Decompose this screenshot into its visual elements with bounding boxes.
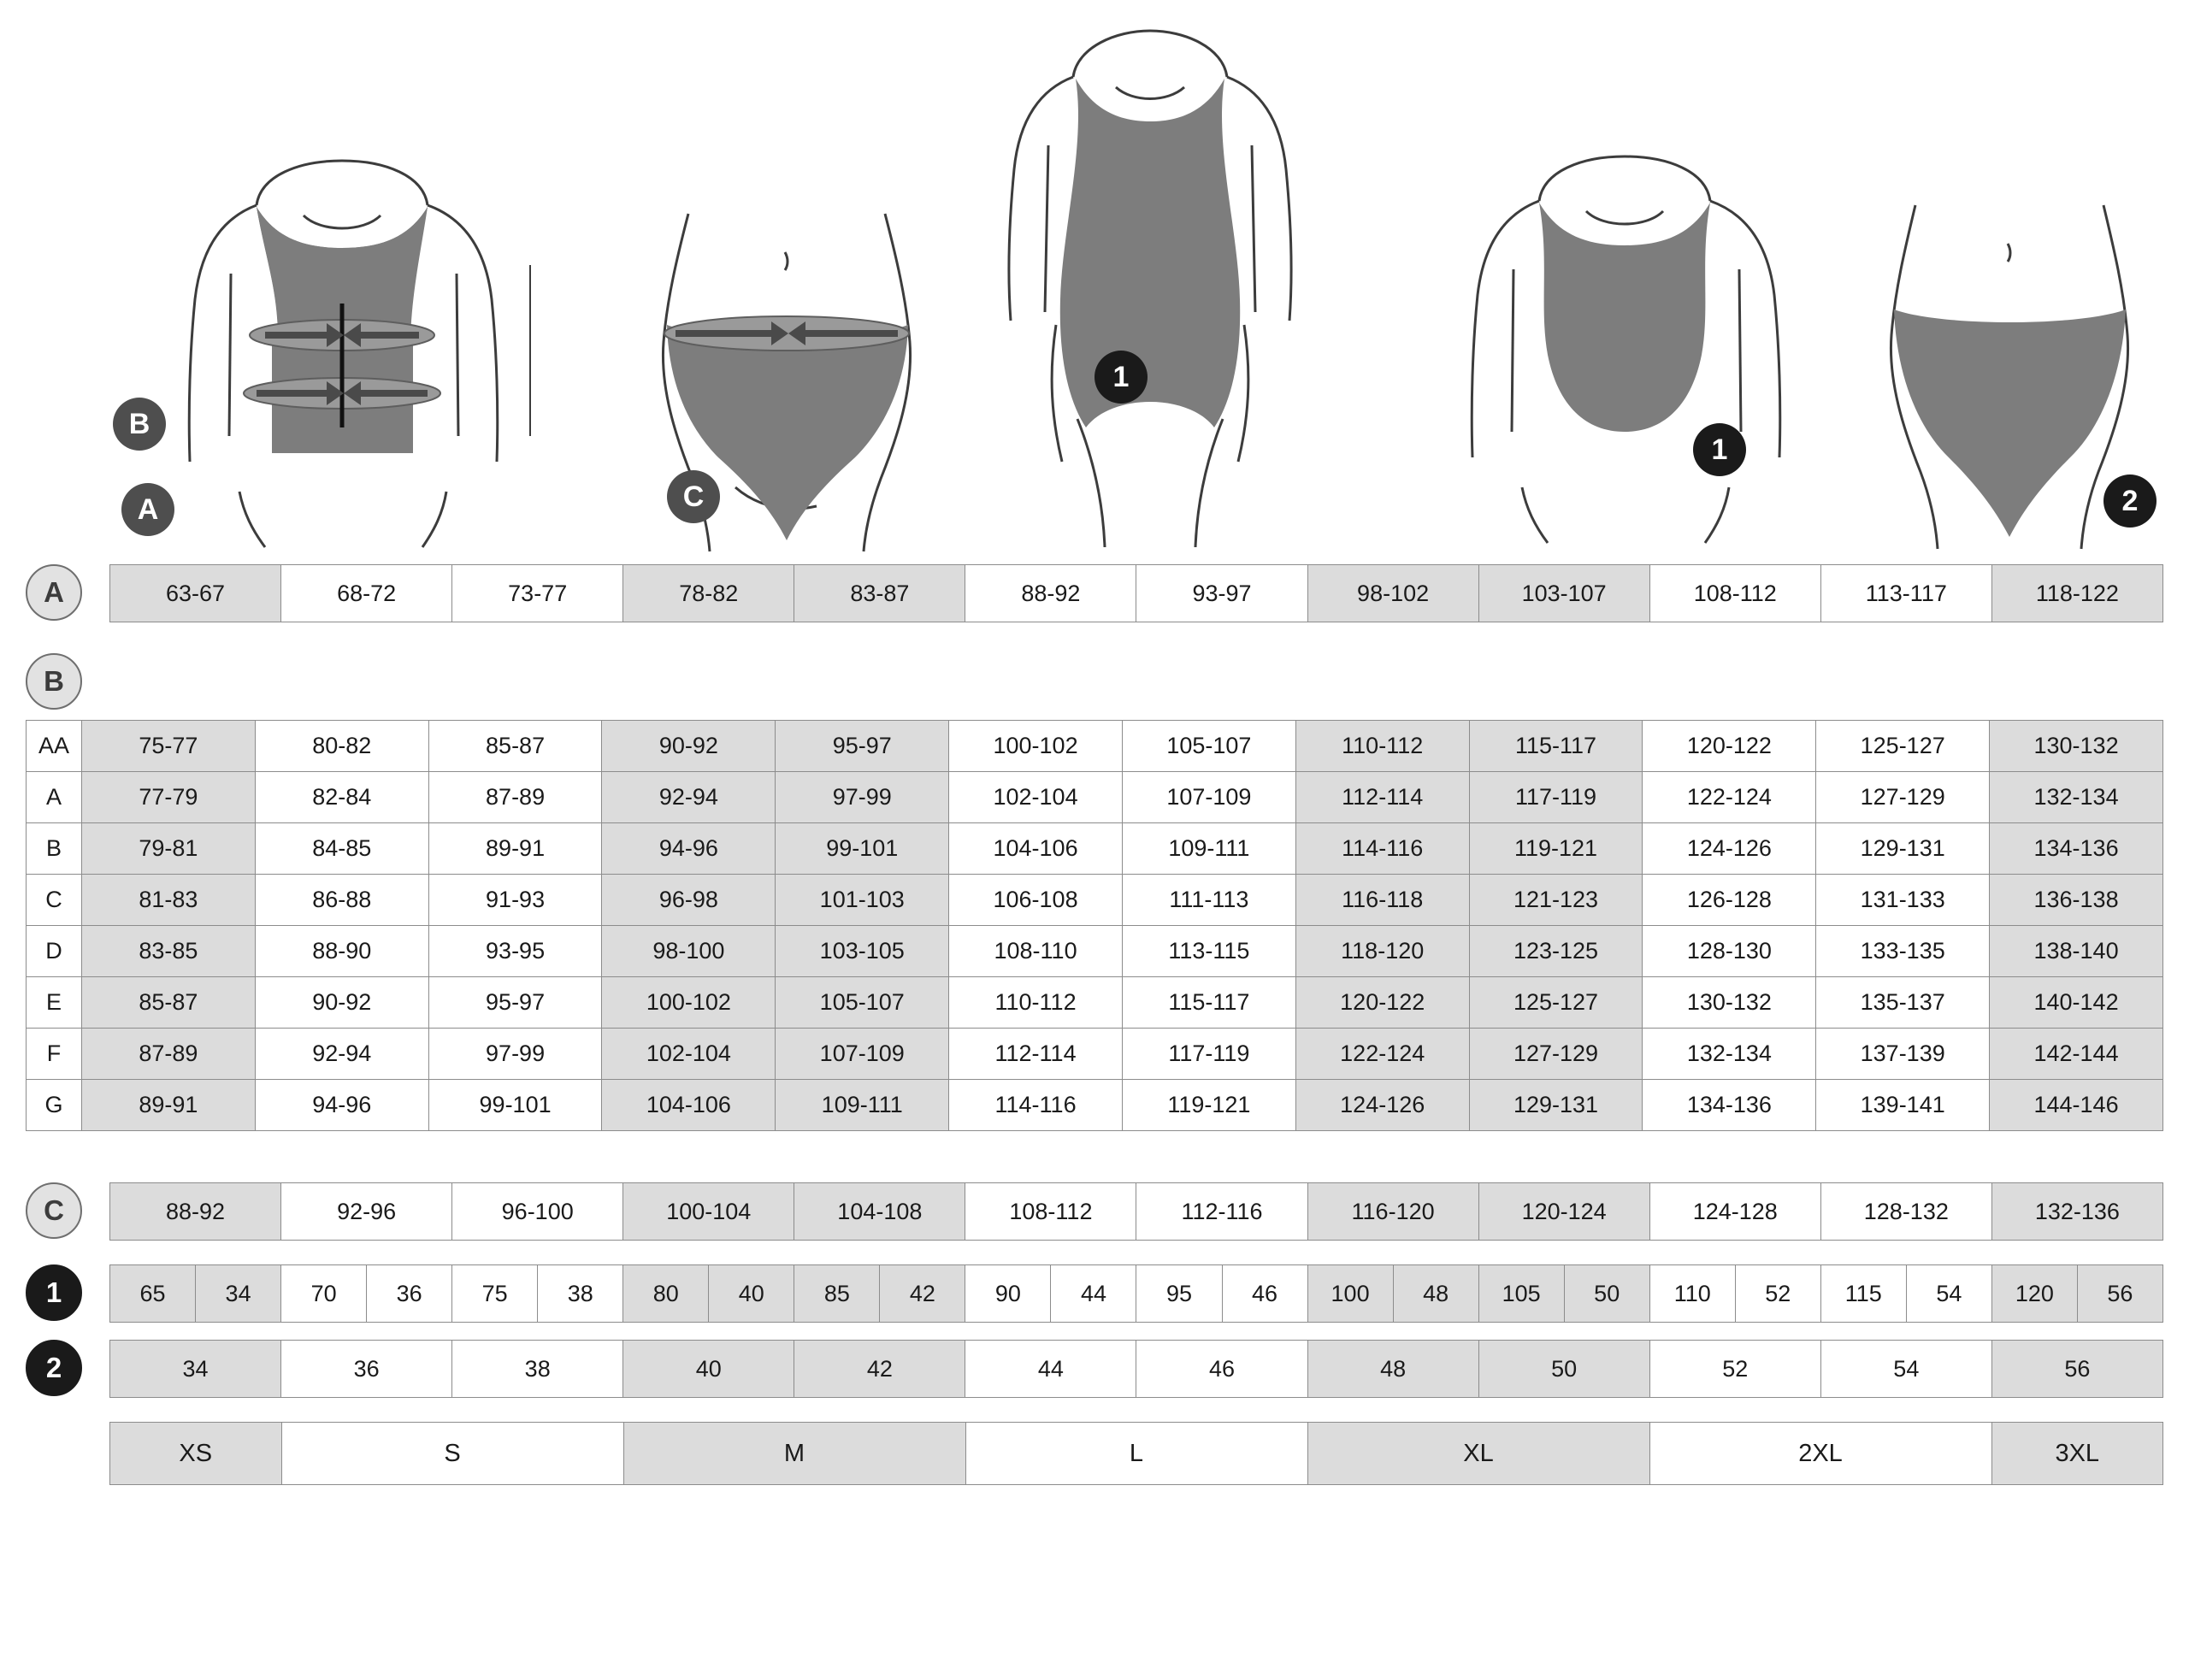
cell: 90-92 <box>602 721 776 772</box>
cell: 102-104 <box>602 1029 776 1080</box>
badge-A: A <box>121 483 174 536</box>
cell: 78-82 <box>623 565 794 622</box>
cell: 119-121 <box>1122 1080 1295 1131</box>
cell: 112-116 <box>1136 1183 1307 1240</box>
cell: 52 <box>1650 1341 1821 1397</box>
row-label-c: C <box>26 1182 82 1239</box>
pair-group <box>1479 1265 1650 1322</box>
row-a-strip <box>109 564 2163 622</box>
cell: 117-119 <box>1122 1029 1295 1080</box>
cell: 138-140 <box>1990 926 2163 977</box>
cell: 136-138 <box>1990 875 2163 926</box>
cell: 112-114 <box>949 1029 1123 1080</box>
cell: 40 <box>623 1341 794 1397</box>
cell: 93-95 <box>428 926 602 977</box>
size-cell-xs: XS <box>110 1423 282 1484</box>
brief-figure <box>1847 197 2172 560</box>
illustration-band <box>26 0 2163 564</box>
size-labels-strip <box>109 1422 2163 1485</box>
cell: 86-88 <box>255 875 428 926</box>
pair-group <box>794 1265 965 1322</box>
row-b-table <box>26 720 2163 1131</box>
badge-B: B <box>113 398 166 451</box>
cell: 127-129 <box>1469 1029 1643 1080</box>
cell: 88-92 <box>110 1183 281 1240</box>
cell: 99-101 <box>428 1080 602 1131</box>
badge-1-bra: 1 <box>1693 423 1746 476</box>
cell: 79-81 <box>82 823 256 875</box>
cell: 132-134 <box>1643 1029 1816 1080</box>
cell: 96-100 <box>452 1183 623 1240</box>
cup-label: AA <box>27 721 82 772</box>
cell: 122-124 <box>1643 772 1816 823</box>
cell: 116-118 <box>1295 875 1469 926</box>
row-c-block <box>26 1182 2163 1242</box>
cell: 108-112 <box>1650 565 1821 622</box>
bust-underbust-figure <box>128 154 573 560</box>
cell: 96-98 <box>602 875 776 926</box>
cell: 115-117 <box>1122 977 1295 1029</box>
cell: 114-116 <box>949 1080 1123 1131</box>
row-b-label-block <box>26 653 2163 720</box>
cell: 102-104 <box>949 772 1123 823</box>
pair-group <box>281 1265 452 1322</box>
cell: 103-107 <box>1479 565 1650 622</box>
cell: 134-136 <box>1990 823 2163 875</box>
cell: 91-93 <box>428 875 602 926</box>
pair-group <box>452 1265 623 1322</box>
cell: 100 <box>1308 1265 1394 1322</box>
pair-group <box>1308 1265 1479 1322</box>
cell: 105-107 <box>1122 721 1295 772</box>
cell: 42 <box>880 1265 965 1322</box>
cup-label: C <box>27 875 82 926</box>
cell: 80-82 <box>255 721 428 772</box>
cup-label: E <box>27 977 82 1029</box>
table-row <box>27 977 2163 1029</box>
cell: 38 <box>452 1341 623 1397</box>
cell: 87-89 <box>82 1029 256 1080</box>
row-2-strip <box>109 1340 2163 1398</box>
cell: 90-92 <box>255 977 428 1029</box>
cell: 130-132 <box>1643 977 1816 1029</box>
cell: 106-108 <box>949 875 1123 926</box>
cell: 93-97 <box>1136 565 1307 622</box>
cup-label: B <box>27 823 82 875</box>
cell: 95-97 <box>776 721 949 772</box>
pair-group <box>965 1265 1136 1322</box>
cell: 44 <box>965 1341 1136 1397</box>
cell: 34 <box>196 1265 281 1322</box>
cell: 40 <box>709 1265 794 1322</box>
cell: 42 <box>794 1341 965 1397</box>
cell: 130-132 <box>1990 721 2163 772</box>
cell: 81-83 <box>82 875 256 926</box>
cell: 109-111 <box>776 1080 949 1131</box>
cell: 34 <box>110 1341 281 1397</box>
cell: 52 <box>1736 1265 1821 1322</box>
cell: 104-108 <box>794 1183 965 1240</box>
cell: 75-77 <box>82 721 256 772</box>
pair-group <box>110 1265 281 1322</box>
cell: 126-128 <box>1643 875 1816 926</box>
size-cell-xl: XL <box>1308 1423 1650 1484</box>
bra-figure <box>1411 150 1856 556</box>
cell: 95 <box>1136 1265 1222 1322</box>
row-1-block <box>26 1264 2163 1324</box>
cell: 80 <box>623 1265 709 1322</box>
cell: 123-125 <box>1469 926 1643 977</box>
cell: 87-89 <box>428 772 602 823</box>
row-2-block <box>26 1340 2163 1400</box>
cup-label: G <box>27 1080 82 1131</box>
cell: 46 <box>1136 1341 1307 1397</box>
cell: 98-102 <box>1308 565 1479 622</box>
cell: 63-67 <box>110 565 281 622</box>
cell: 65 <box>110 1265 196 1322</box>
cell: 56 <box>1992 1341 2163 1397</box>
row-label-2: 2 <box>26 1340 82 1396</box>
cell: 92-94 <box>602 772 776 823</box>
cell: 73-77 <box>452 565 623 622</box>
cell: 89-91 <box>428 823 602 875</box>
cell: 56 <box>2078 1265 2163 1322</box>
cell: 48 <box>1394 1265 1479 1322</box>
table-row <box>27 1080 2163 1131</box>
cell: 104-106 <box>602 1080 776 1131</box>
row-label-b: B <box>26 653 82 710</box>
badge-1-swimsuit: 1 <box>1094 351 1148 404</box>
cell: 103-105 <box>776 926 949 977</box>
cell: 137-139 <box>1816 1029 1990 1080</box>
cell: 110 <box>1650 1265 1736 1322</box>
badge-C: C <box>667 470 720 523</box>
cell: 131-133 <box>1816 875 1990 926</box>
pair-group <box>1821 1265 1992 1322</box>
cell: 125-127 <box>1469 977 1643 1029</box>
table-row <box>27 875 2163 926</box>
cell: 97-99 <box>428 1029 602 1080</box>
cell: 99-101 <box>776 823 949 875</box>
cell: 97-99 <box>776 772 949 823</box>
cell: 104-106 <box>949 823 1123 875</box>
pair-group <box>1650 1265 1821 1322</box>
size-cell-l: L <box>966 1423 1308 1484</box>
cell: 117-119 <box>1469 772 1643 823</box>
cell: 82-84 <box>255 772 428 823</box>
cell: 50 <box>1479 1341 1650 1397</box>
badge-2-brief: 2 <box>2103 475 2157 528</box>
cell: 92-94 <box>255 1029 428 1080</box>
cell: 85-87 <box>428 721 602 772</box>
cell: 44 <box>1051 1265 1136 1322</box>
cell: 111-113 <box>1122 875 1295 926</box>
size-cell-3xl: 3XL <box>1992 1423 2164 1484</box>
cell: 107-109 <box>1122 772 1295 823</box>
cell: 134-136 <box>1643 1080 1816 1131</box>
pair-group <box>1992 1265 2163 1322</box>
cell: 84-85 <box>255 823 428 875</box>
table-row <box>27 772 2163 823</box>
size-cell-m: M <box>624 1423 966 1484</box>
cell: 113-115 <box>1122 926 1295 977</box>
cell: 70 <box>281 1265 367 1322</box>
cell: 128-130 <box>1643 926 1816 977</box>
cell: 120 <box>1992 1265 2078 1322</box>
row-a-block <box>26 564 2163 624</box>
cell: 119-121 <box>1469 823 1643 875</box>
cell: 36 <box>367 1265 452 1322</box>
cell: 122-124 <box>1295 1029 1469 1080</box>
cell: 105 <box>1479 1265 1565 1322</box>
cell: 125-127 <box>1816 721 1990 772</box>
cell: 98-100 <box>602 926 776 977</box>
cell: 75 <box>452 1265 538 1322</box>
pair-group <box>623 1265 794 1322</box>
table-row <box>27 721 2163 772</box>
cell: 92-96 <box>281 1183 452 1240</box>
cup-label: A <box>27 772 82 823</box>
cell: 132-134 <box>1990 772 2163 823</box>
cell: 124-126 <box>1643 823 1816 875</box>
cell: 108-110 <box>949 926 1123 977</box>
cell: 140-142 <box>1990 977 2163 1029</box>
cell: 144-146 <box>1990 1080 2163 1131</box>
cell: 129-131 <box>1816 823 1990 875</box>
cell: 85 <box>794 1265 880 1322</box>
cell: 133-135 <box>1816 926 1990 977</box>
cell: 139-141 <box>1816 1080 1990 1131</box>
cell: 77-79 <box>82 772 256 823</box>
cell: 54 <box>1821 1341 1992 1397</box>
swimsuit-figure <box>966 17 1334 560</box>
hips-figure <box>607 205 966 560</box>
row-label-a: A <box>26 564 82 621</box>
cell: 110-112 <box>1295 721 1469 772</box>
cell: 124-128 <box>1650 1183 1821 1240</box>
cell: 132-136 <box>1992 1183 2163 1240</box>
cell: 95-97 <box>428 977 602 1029</box>
cell: 46 <box>1223 1265 1308 1322</box>
cell: 127-129 <box>1816 772 1990 823</box>
cell: 114-116 <box>1295 823 1469 875</box>
table-row <box>27 823 2163 875</box>
size-cell-2xl: 2XL <box>1650 1423 1992 1484</box>
cup-label: F <box>27 1029 82 1080</box>
cell: 100-102 <box>949 721 1123 772</box>
cell: 54 <box>1907 1265 1992 1322</box>
pair-group <box>1136 1265 1307 1322</box>
cell: 121-123 <box>1469 875 1643 926</box>
size-cell-s: S <box>282 1423 624 1484</box>
cell: 85-87 <box>82 977 256 1029</box>
cell: 36 <box>281 1341 452 1397</box>
cell: 109-111 <box>1122 823 1295 875</box>
cell: 113-117 <box>1821 565 1992 622</box>
cell: 135-137 <box>1816 977 1990 1029</box>
row-c-strip <box>109 1182 2163 1241</box>
cell: 129-131 <box>1469 1080 1643 1131</box>
row-label-1: 1 <box>26 1264 82 1321</box>
cell: 68-72 <box>281 565 452 622</box>
cell: 110-112 <box>949 977 1123 1029</box>
cell: 88-92 <box>965 565 1136 622</box>
cell: 142-144 <box>1990 1029 2163 1080</box>
cell: 83-85 <box>82 926 256 977</box>
cell: 118-122 <box>1992 565 2163 622</box>
cell: 88-90 <box>255 926 428 977</box>
cell: 115 <box>1821 1265 1907 1322</box>
cell: 108-112 <box>965 1183 1136 1240</box>
cup-label: D <box>27 926 82 977</box>
cell: 116-120 <box>1308 1183 1479 1240</box>
cell: 94-96 <box>602 823 776 875</box>
cell: 120-122 <box>1643 721 1816 772</box>
cell: 118-120 <box>1295 926 1469 977</box>
cell: 128-132 <box>1821 1183 1992 1240</box>
cell: 124-126 <box>1295 1080 1469 1131</box>
cell: 90 <box>965 1265 1051 1322</box>
cell: 105-107 <box>776 977 949 1029</box>
cell: 115-117 <box>1469 721 1643 772</box>
cell: 107-109 <box>776 1029 949 1080</box>
size-labels-block <box>26 1422 2163 1490</box>
cell: 100-102 <box>602 977 776 1029</box>
cell: 120-122 <box>1295 977 1469 1029</box>
cell: 120-124 <box>1479 1183 1650 1240</box>
cell: 101-103 <box>776 875 949 926</box>
cell: 112-114 <box>1295 772 1469 823</box>
cell: 89-91 <box>82 1080 256 1131</box>
cell: 83-87 <box>794 565 965 622</box>
cell: 38 <box>538 1265 623 1322</box>
table-row <box>27 1029 2163 1080</box>
cell: 100-104 <box>623 1183 794 1240</box>
cell: 94-96 <box>255 1080 428 1131</box>
cell: 48 <box>1308 1341 1479 1397</box>
row-1-strip <box>109 1264 2163 1323</box>
cell: 50 <box>1565 1265 1650 1322</box>
table-row <box>27 926 2163 977</box>
